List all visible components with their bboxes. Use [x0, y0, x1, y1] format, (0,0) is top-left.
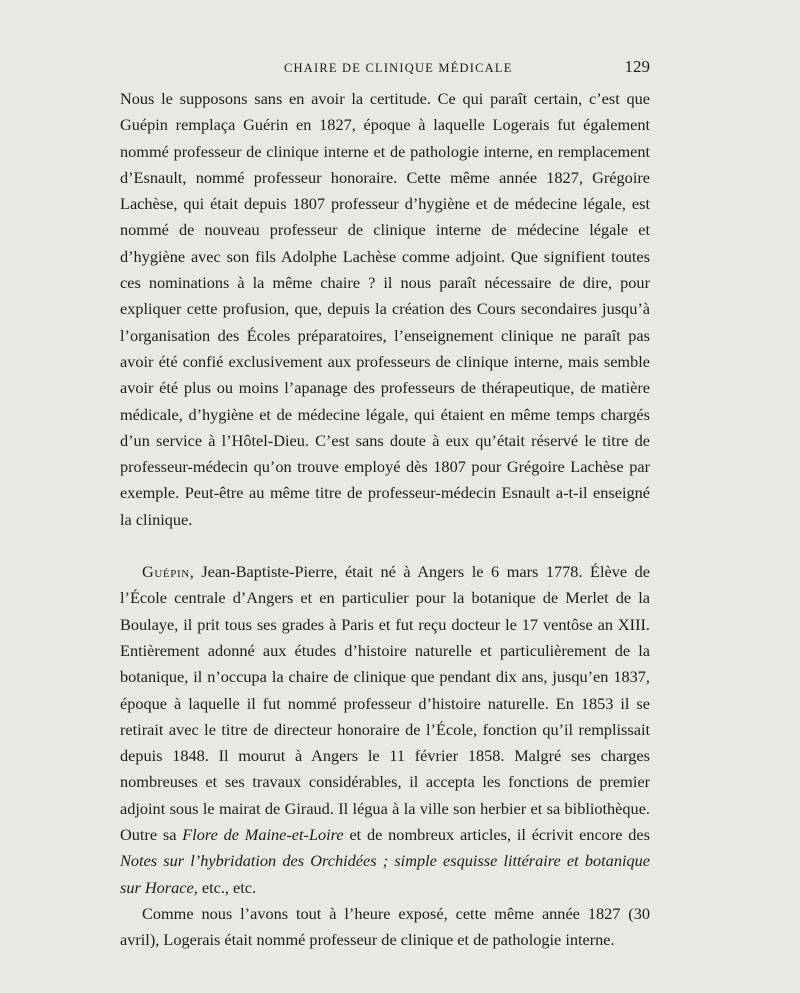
page-number: 129: [624, 57, 650, 76]
work-title-flore: Flore de Maine-et-Loire: [182, 825, 344, 845]
biography-text-c: , etc., etc.: [193, 877, 257, 897]
body-text: [120, 86, 650, 954]
running-header: [120, 59, 650, 79]
running-title: CHAIRE DE CLINIQUE MÉDICALE: [284, 61, 513, 75]
paragraph-3: Comme nous l’avons tout à l’heure exposé, cette même année 1827 (30 avril), Logerais était nommé professeur de clinique et de pathologie interne.: [120, 903, 650, 950]
biography-name: Guépin: [142, 562, 190, 582]
paragraph-1: Nous le supposons sans en avoir la certitude. Ce qui paraît certain, c’est que Guépin remplaça Guérin en 1827, époque à laquelle Logerais fut également nommé professeur de clinique interne et de pathologie interne, en remplacement d’Esnault, nommé professeur honoraire. Cette même année 1827, Grégoire Lachèse, qui était depuis 1807 professeur d’hygiène et de médecine légale, est nommé de nouveau professeur de clinique interne de médecine légale et d’hygiène avec son fils Adolphe Lachèse comme adjoint. Que signifient toutes ces nominations à la même chaire ? il nous paraît nécessaire de dire, pour expliquer cette profusion, que, depuis la création des Cours secondaires jusqu’à l’organisation des Écoles préparatoires, l’enseignement clinique ne paraît pas avoir été confié exclusivement aux professeurs de clinique interne, mais semble avoir été plus ou moins l’apanage des professeurs de thérapeutique, de matière médicale, d’hygiène et de médecine légale, qui étaient en même temps chargés d’un service à l’Hôtel-Dieu. C’est sans doute à eux qu’était réservé le titre de professeur-médecin qu’on trouve employé dès 1807 pour Grégoire Lachèse par exemple. Peut-être au même titre de professeur-médecin Esnault a-t-il enseigné la clinique.: [120, 89, 650, 529]
paragraph-2: [120, 559, 650, 901]
biography-text-b: et de nombreux articles, il écrivit encore des: [343, 825, 650, 845]
biography-text-a: , Jean-Baptiste-Pierre, était né à Angers le 6 mars 1778. Élève de l’École centrale d’Angers et en particulier pour la botanique de Merlet de la Boulaye, il prit tous ses grades à Paris et fut reçu docteur le 17 ventôse an XIII. Entièrement adonné aux études d’histoire naturelle et particulièrement de la botanique, il n’occupa la chaire de clinique que pendant dix ans, jusqu’en 1837, époque à laquelle il fut nommé professeur d’histoire naturelle. En 1853 il se retirait avec le titre de directeur honoraire de l’École, fonction qu’il remplissait depuis 1848. Il mourut à Angers le 11 février 1858. Malgré ses charges nombreuses et ses travaux considérables, il accepta les fonctions de premier adjoint sous le mairat de Giraud. Il légua à la ville son herbier et sa bibliothèque. Outre sa: [120, 562, 650, 845]
work-title-notes: Notes sur l’hybridation des Orchidées ; simple esquisse littéraire et botanique sur Horace: [120, 851, 650, 897]
